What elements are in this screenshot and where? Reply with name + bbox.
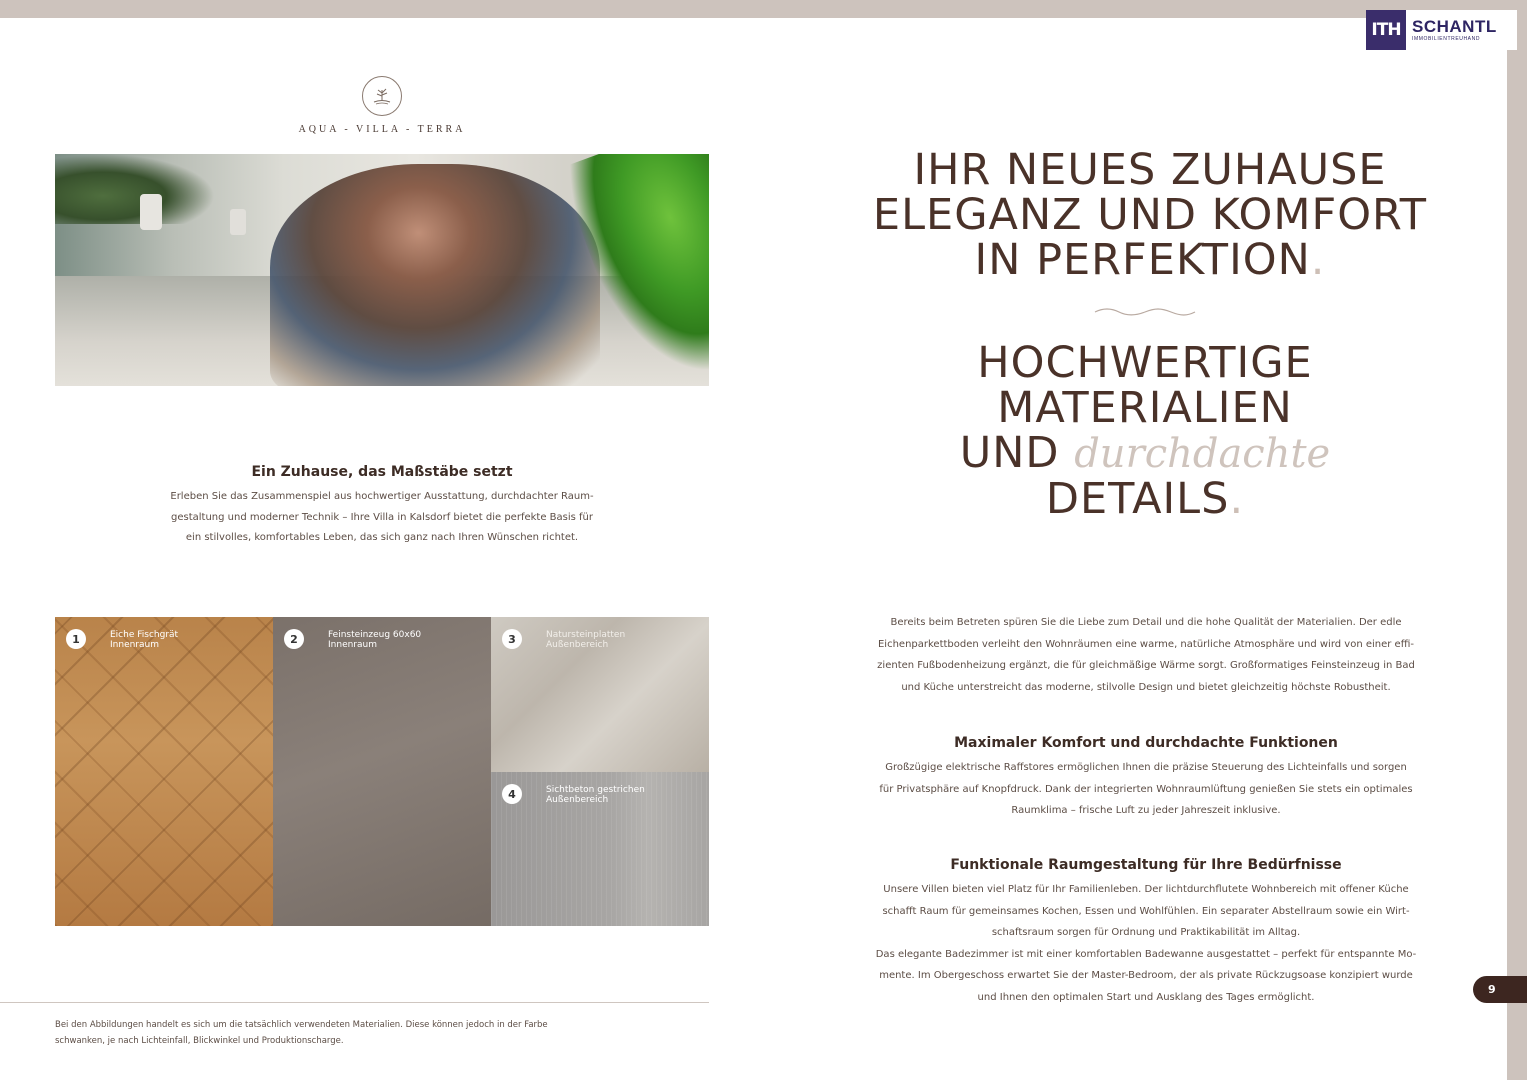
material-name: Sichtbeton gestrichen <box>546 785 645 795</box>
text-line: schaftsraum sorgen für Ordnung und Praktikabilität im Alltag. <box>991 927 1301 938</box>
brand-name: AQUA - VILLA - TERRA <box>298 124 466 135</box>
materials-grid <box>55 617 709 926</box>
material-number-badge: 2 <box>284 629 304 649</box>
material-tile-concrete <box>491 772 709 926</box>
text-line: für Privatsphäre auf Knopfdruck. Dank der integrierten Wohnraumlüftung genießen Sie stets ein optimales <box>879 783 1413 795</box>
section-title-komfort: Maximaler Komfort und durchdachte Funktionen <box>954 735 1338 751</box>
logo-name: SCHANTL <box>1412 17 1497 36</box>
disclaimer-text <box>55 1018 615 1049</box>
material-name: Natursteinplatten <box>546 630 626 640</box>
text-line: zienten Fußbodenheizung ergänzt, die für gleichmäßige Wärme sorgt. Großformatiges Feinsteinzeug in Bad <box>877 660 1415 671</box>
material-number-badge: 1 <box>66 629 86 649</box>
headline-line <box>870 474 1420 524</box>
material-number-badge: 4 <box>502 784 522 804</box>
material-tile-oak-herringbone <box>55 617 273 926</box>
headline-dot: . <box>1310 235 1326 285</box>
headline-line <box>870 428 1420 478</box>
text-line: Das elegante Badezimmer ist mit einer komfortablen Badewanne ausgestattet – perfekt für entspannte Mo- <box>875 948 1417 960</box>
wave-divider-icon <box>1093 306 1197 318</box>
material-name: Feinsteinzeug 60x60 <box>328 630 422 640</box>
material-tile-porcelain <box>273 617 491 926</box>
headline-zuhause <box>860 145 1440 285</box>
family-photo <box>55 154 709 386</box>
text-line: Erleben Sie das Zusammenspiel aus hochwertiger Ausstattung, durchdachter Raum- <box>170 491 594 502</box>
top-frame-bar <box>0 0 1527 18</box>
material-area: Außenbereich <box>546 795 609 805</box>
material-name: Eiche Fischgrät <box>110 630 179 640</box>
text-line: gestaltung und moderner Technik – Ihre Villa in Kalsdorf bietet die perfekte Basis für <box>170 511 593 523</box>
text-line: ein stilvolles, komfortables Leben, das sich ganz nach Ihren Wünschen richtet. <box>185 532 579 543</box>
material-area: Innenraum <box>110 640 159 650</box>
headline-text: UND <box>959 428 1060 478</box>
headline-line: HOCHWERTIGE <box>977 338 1313 388</box>
logo-subtitle: IMMOBILIENTREUHAND <box>1412 36 1481 42</box>
section-text-komfort <box>868 757 1424 822</box>
logo-mark: ITH <box>1366 10 1406 50</box>
material-label <box>328 630 421 650</box>
headline-text: IN PERFEKTION <box>974 235 1311 285</box>
section-text-raumgestaltung <box>868 879 1424 1008</box>
intro-text <box>868 612 1424 698</box>
headline-text: DETAILS <box>1045 474 1230 524</box>
text-line: schafft Raum für gemeinsames Kochen, Essen und Wohlfühlen. Ein separater Abstellraum sowie ein Wirt- <box>882 905 1410 917</box>
section-title-raumgestaltung: Funktionale Raumgestaltung für Ihre Bedürfnisse <box>950 857 1342 873</box>
material-label <box>546 785 645 805</box>
headline-line: IHR NEUES ZUHAUSE <box>913 145 1387 195</box>
logo-text <box>1406 10 1517 50</box>
text-line: mente. Im Obergeschoss erwartet Sie der Master-Bedroom, der als private Rückzugsoase konzipiert wurde <box>879 970 1413 981</box>
section-title-zuhause: Ein Zuhause, das Maßstäbe setzt <box>251 464 513 480</box>
section-text-zuhause <box>160 487 604 549</box>
headline-script-word: durchdachte <box>1074 431 1331 477</box>
material-label <box>546 630 625 650</box>
tree-emblem-icon <box>362 76 402 116</box>
page-number: 9 <box>1473 976 1527 1003</box>
material-tile-natural-stone <box>491 617 709 772</box>
headline-dot: . <box>1229 474 1245 524</box>
material-area: Außenbereich <box>546 640 609 650</box>
material-label <box>110 630 178 650</box>
right-frame-bar <box>1507 0 1527 1080</box>
material-number-badge: 3 <box>502 629 522 649</box>
headline-materialien <box>870 338 1420 524</box>
text-line: Unsere Villen bieten viel Platz für Ihr Familienleben. Der lichtdurchflutete Wohnbereich mit offener Küche <box>883 884 1409 895</box>
material-area: Innenraum <box>328 640 377 650</box>
text-line: und Küche unterstreicht das moderne, stilvolle Design und bietet gleichzeitig höchste Robustheit. <box>901 681 1391 693</box>
footer-divider <box>0 1002 709 1003</box>
text-line: und Ihnen den optimalen Start und Ausklang des Tages ermöglicht. <box>977 991 1315 1003</box>
headline-line: MATERIALIEN <box>997 383 1293 433</box>
headline-line <box>860 235 1440 285</box>
headline-line: ELEGANZ UND KOMFORT <box>872 190 1428 240</box>
text-line: Bereits beim Betreten spüren Sie die Liebe zum Detail und die hohe Qualität der Materialien. Der edle <box>890 617 1402 628</box>
text-line: Großzügige elektrische Raffstores ermöglichen Ihnen die präzise Steuerung des Lichteinfalls und sorgen <box>885 762 1407 773</box>
schantl-logo <box>1366 10 1517 50</box>
text-line: Bei den Abbildungen handelt es sich um die tatsächlich verwendeten Materialien. Diese können jedoch in der Farbe <box>55 1020 548 1030</box>
text-line: schwanken, je nach Lichteinfall, Blickwinkel und Produktionscharge. <box>55 1035 344 1046</box>
text-line: Raumklima – frische Luft zu jeder Jahreszeit inklusive. <box>1011 805 1281 816</box>
text-line: Eichenparkettboden verleiht den Wohnräumen eine warme, natürliche Atmosphäre und wird von einer effi- <box>877 638 1414 650</box>
